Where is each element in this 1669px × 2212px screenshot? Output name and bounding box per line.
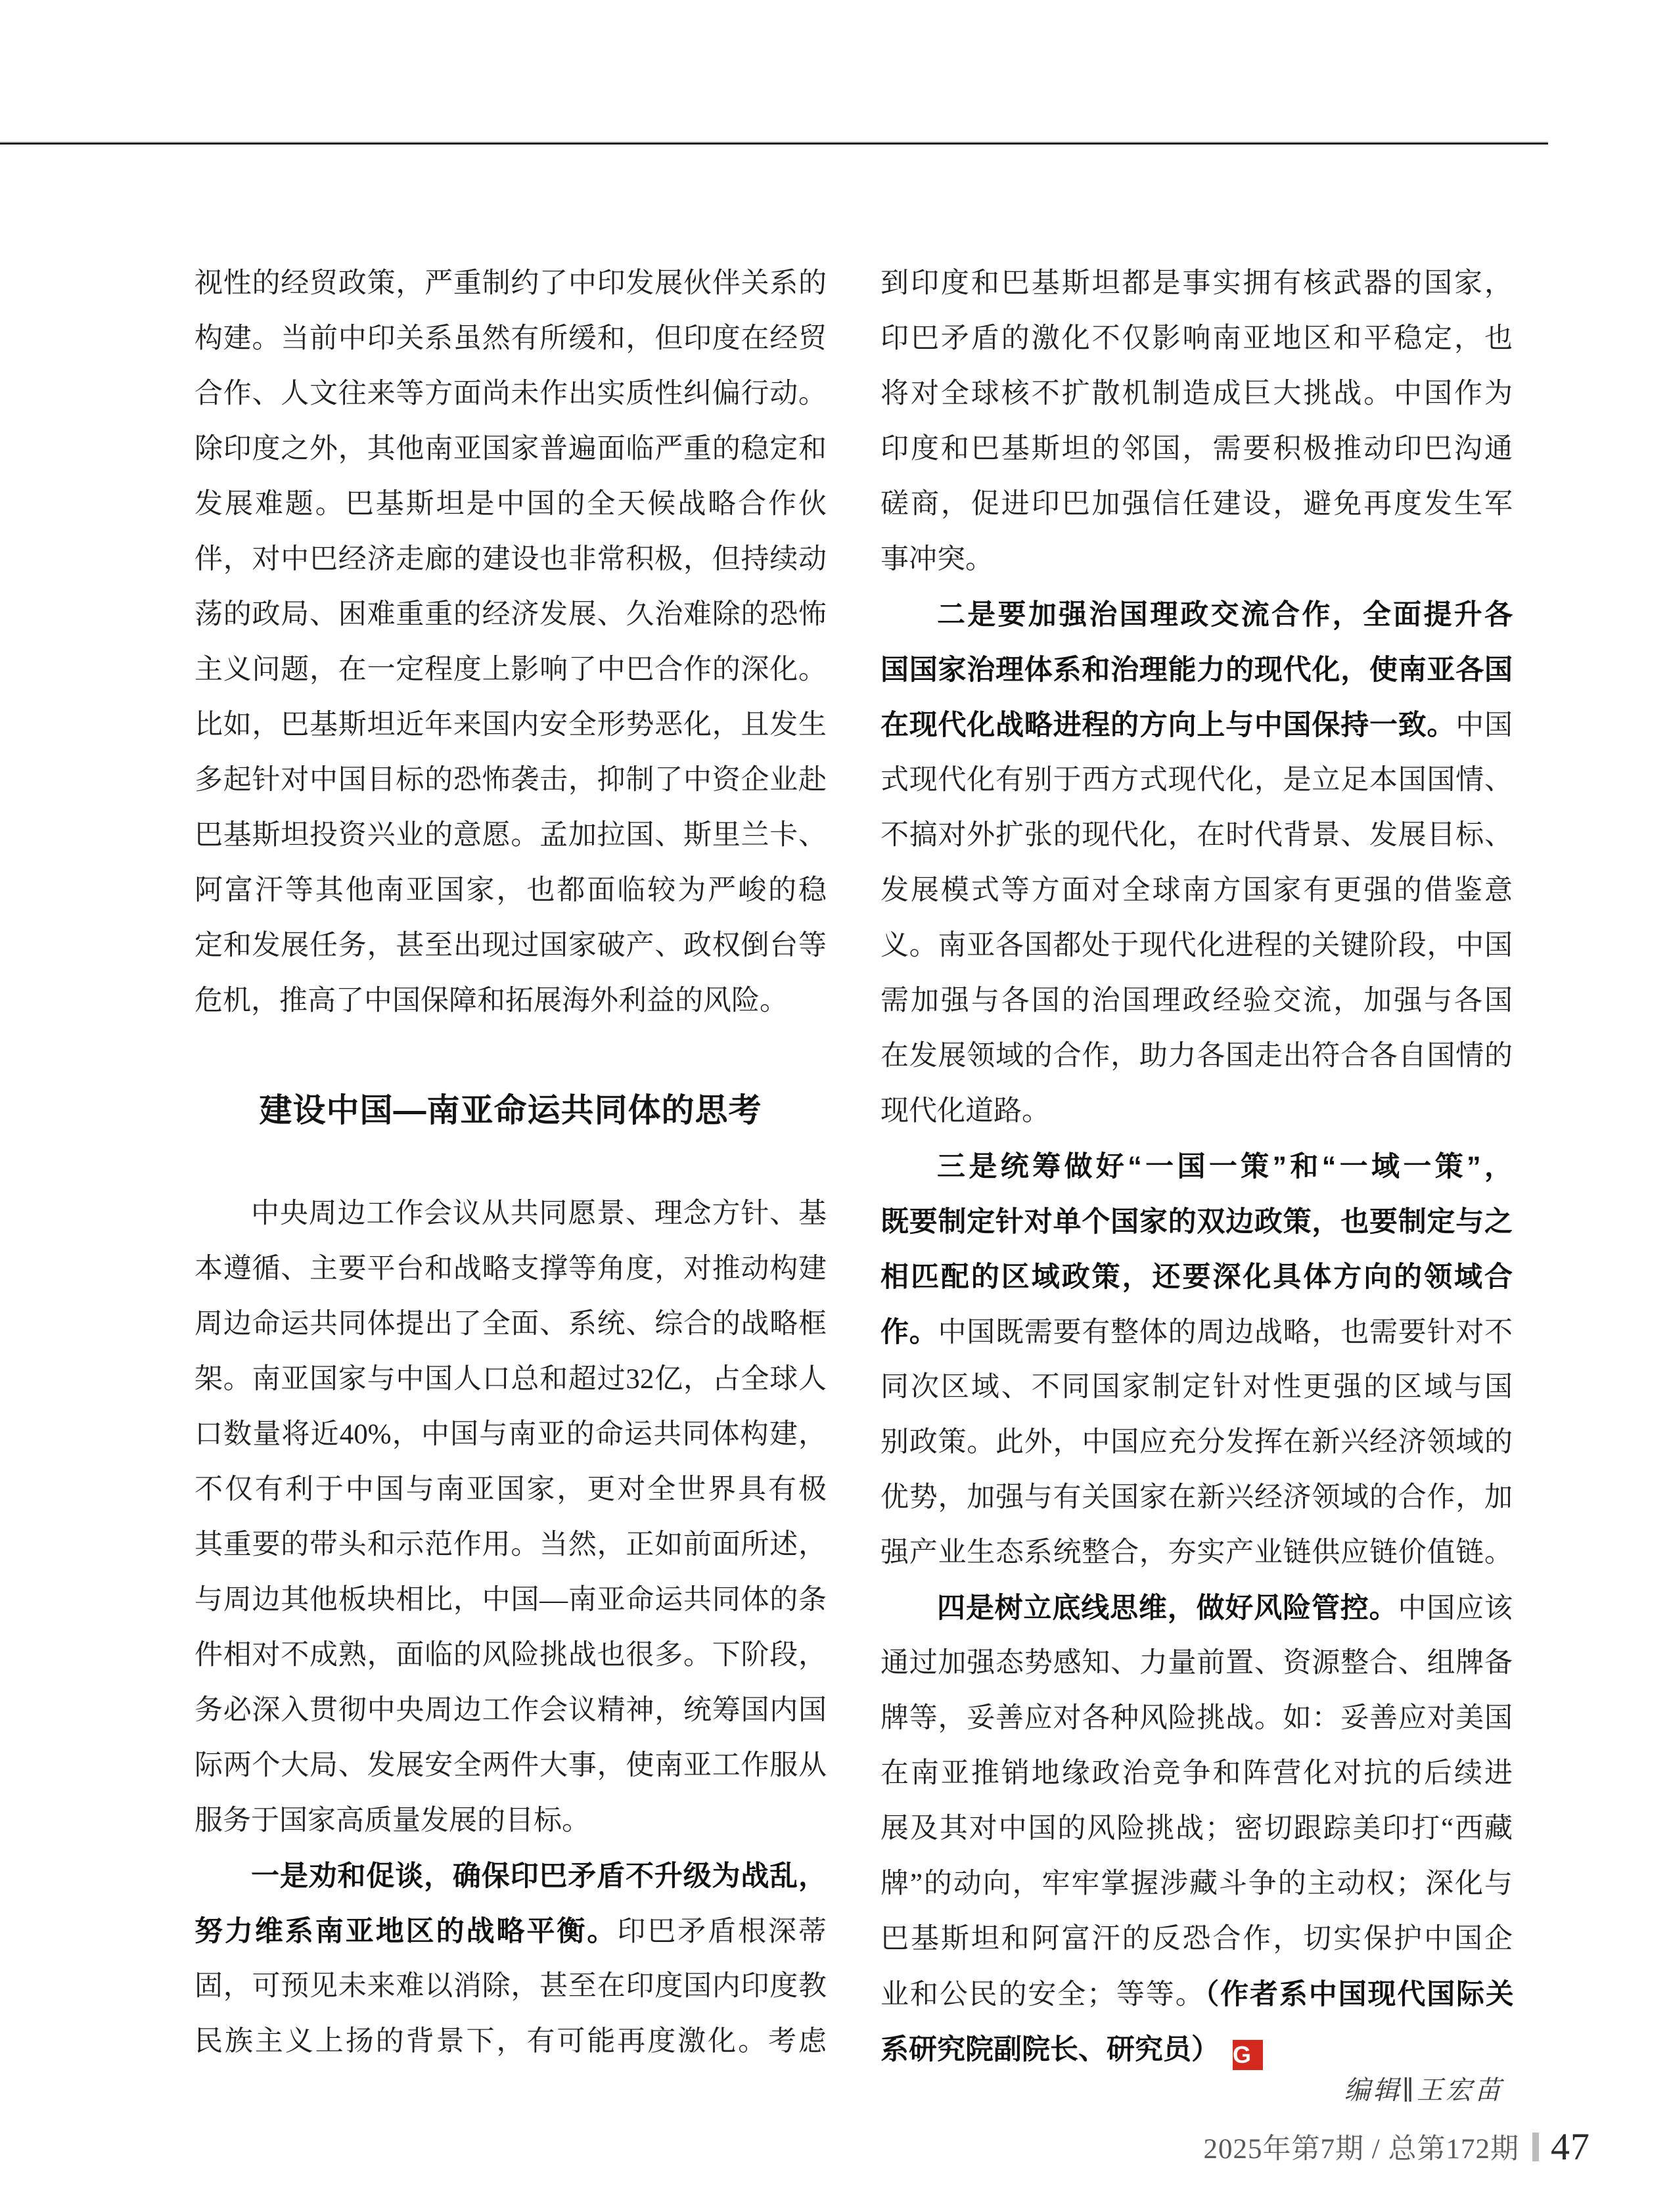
text-segment: 牌”的动向，牢牢掌握涉藏斗争的主动权；深化与 bbox=[880, 1868, 1513, 1899]
text-segment: 努力维系南亚地区的战略平衡。 bbox=[194, 1916, 618, 1947]
text-segment: 一是劝和促谈，确保印巴矛盾不升级为战乱， bbox=[251, 1861, 827, 1892]
text-line bbox=[194, 1573, 827, 1628]
text-segment: 构建。当前中印关系虽然有所缓和，但印度在经贸 bbox=[194, 323, 827, 354]
text-line bbox=[194, 918, 827, 974]
text-segment: 定和发展任务，甚至出现过国家破产、政权倒台等 bbox=[194, 930, 827, 961]
text-segment: 作。 bbox=[880, 1317, 938, 1348]
editor-credit: 编辑∥王宏苗 bbox=[1344, 2075, 1503, 2105]
text-line bbox=[880, 1857, 1513, 1912]
text-line bbox=[880, 1636, 1513, 1691]
text-line bbox=[880, 1912, 1513, 1967]
text-segment: 务必深入贯彻中央周边工作会议精神，统筹国内国 bbox=[194, 1695, 827, 1726]
text-line bbox=[194, 698, 827, 753]
text-segment: 危机，推高了中国保障和拓展海外利益的风险。 bbox=[194, 985, 788, 1016]
text-segment: 将对全球核不扩散机制造成巨大挑战。中国作为 bbox=[880, 378, 1513, 409]
text-segment: 印度和巴基斯坦的邻国，需要积极推动印巴沟通 bbox=[880, 434, 1513, 464]
text-line bbox=[194, 256, 827, 311]
text-segment: 视性的经贸政策，严重制约了中印发展伙伴关系的 bbox=[194, 268, 827, 299]
text-line bbox=[880, 863, 1513, 918]
text-segment: 口数量将近40%，中国与南亚的命运共同体构建， bbox=[194, 1419, 827, 1450]
text-line bbox=[880, 1746, 1513, 1801]
text-line bbox=[194, 1904, 827, 1959]
text-line bbox=[880, 1967, 1513, 2022]
text-segment: 主义问题，在一定程度上影响了中巴合作的深化。 bbox=[194, 654, 827, 685]
text-line bbox=[880, 532, 1513, 587]
article-end-mark: G bbox=[1233, 2040, 1263, 2070]
text-line bbox=[194, 2014, 827, 2069]
text-line bbox=[194, 311, 827, 367]
text-segment: 二是要加强治国理政交流合作，全面提升各 bbox=[937, 599, 1513, 631]
text-segment: 需加强与各国的治国理政经验交流，加强与各国 bbox=[880, 985, 1513, 1016]
text-line bbox=[880, 1470, 1513, 1525]
text-segment: 牌等，妥善应对各种风险挑战。如：妥善应对美国 bbox=[880, 1703, 1513, 1734]
text-line bbox=[194, 1683, 827, 1738]
text-line bbox=[880, 367, 1513, 422]
text-segment: 固，可预见未来难以消除，甚至在印度国内印度教 bbox=[194, 1971, 827, 2002]
text-line bbox=[880, 1801, 1513, 1857]
text-segment: 优势，加强与有关国家在新兴经济领域的合作，加 bbox=[880, 1482, 1513, 1513]
text-line bbox=[880, 698, 1513, 753]
text-segment: 际两个大局、发展安全两件大事，使南亚工作服从 bbox=[194, 1750, 827, 1781]
text-line bbox=[880, 477, 1513, 532]
text-line bbox=[194, 1462, 827, 1518]
text-segment: 中国应该 bbox=[1398, 1593, 1513, 1624]
section-heading: 建设中国—南亚命运共同体的思考 bbox=[259, 1092, 762, 1129]
text-line bbox=[194, 422, 827, 477]
text-segment: 在发展领域的合作，助力各国走出符合各自国情的 bbox=[880, 1041, 1513, 1072]
text-segment: 业和公民的安全；等等。 bbox=[880, 1979, 1205, 2010]
text-segment: 现代化道路。 bbox=[880, 1096, 1050, 1127]
text-line bbox=[880, 643, 1513, 698]
text-segment: 既要制定针对单个国家的双边政策，也要制定与之 bbox=[880, 1206, 1513, 1238]
text-line bbox=[194, 1407, 827, 1462]
text-line bbox=[880, 1691, 1513, 1746]
text-segment: 合作、人文往来等方面尚未作出实质性纠偏行动。 bbox=[194, 378, 827, 409]
text-line bbox=[194, 643, 827, 698]
page-number: 47 bbox=[1551, 2125, 1590, 2168]
text-line bbox=[194, 974, 827, 1029]
text-segment: 伴，对中巴经济走廊的建设也非常积极，但持续动 bbox=[194, 544, 827, 575]
text-line bbox=[194, 1849, 827, 1904]
text-segment: 中央周边工作会议从共同愿景、理念方针、基 bbox=[251, 1198, 827, 1229]
text-segment: 系研究院副院长、研究员） bbox=[880, 2034, 1220, 2065]
text-segment: 中国既需要有整体的周边战略，也需要针对不 bbox=[938, 1317, 1513, 1348]
text-line bbox=[880, 1084, 1513, 1139]
text-segment: 到印度和巴基斯坦都是事实拥有核武器的国家， bbox=[880, 268, 1513, 299]
text-segment: 式现代化有别于西方式现代化，是立足本国国情、 bbox=[880, 765, 1513, 796]
text-segment: 磋商，促进印巴加强信任建设，避免再度发生军 bbox=[880, 489, 1513, 520]
text-segment: 三是统筹做好“一国一策”和“一域一策”， bbox=[937, 1151, 1513, 1183]
text-segment: 别政策。此外，中国应充分发挥在新兴经济领域的 bbox=[880, 1427, 1513, 1458]
text-line bbox=[880, 1139, 1513, 1194]
text-line bbox=[194, 808, 827, 863]
text-line bbox=[194, 1738, 827, 1794]
text-line bbox=[880, 974, 1513, 1029]
text-line bbox=[880, 1581, 1513, 1636]
text-segment: 义。南亚各国都处于现代化进程的关键阶段，中国 bbox=[880, 930, 1513, 961]
text-line bbox=[194, 1518, 827, 1573]
text-segment: 巴基斯坦和阿富汗的反恐合作，切实保护中国企 bbox=[880, 1924, 1513, 1954]
text-segment: 印巴矛盾的激化不仅影响南亚地区和平稳定，也 bbox=[880, 323, 1513, 354]
text-line bbox=[880, 1194, 1513, 1250]
text-segment: 除印度之外，其他南亚国家普遍面临严重的稳定和 bbox=[194, 434, 827, 464]
right-column bbox=[880, 256, 1513, 2077]
text-segment: 民族主义上扬的背景下，有可能再度激化。考虑 bbox=[194, 2026, 827, 2057]
text-segment: 发展模式等方面对全球南方国家有更强的借鉴意 bbox=[880, 875, 1513, 906]
text-line bbox=[194, 1352, 827, 1407]
text-line bbox=[194, 587, 827, 643]
text-segment: 不仅有利于中国与南亚国家，更对全世界具有极 bbox=[194, 1474, 827, 1505]
footer-divider bbox=[1532, 2133, 1539, 2161]
text-line bbox=[880, 1360, 1513, 1415]
text-line bbox=[880, 422, 1513, 477]
text-segment: 荡的政局、困难重重的经济发展、久治难除的恐怖 bbox=[194, 599, 827, 630]
text-line bbox=[194, 532, 827, 587]
issue-info: 2025年第7期 / 总第172期 bbox=[1203, 2134, 1519, 2165]
text-line bbox=[194, 1242, 827, 1297]
text-line bbox=[880, 1250, 1513, 1305]
text-segment: 阿富汗等其他南亚国家，也都面临较为严峻的稳 bbox=[194, 875, 827, 906]
text-segment: 本遵循、主要平台和战略支撑等角度，对推动构建 bbox=[194, 1253, 827, 1284]
text-line bbox=[880, 753, 1513, 808]
text-segment: 与周边其他板块相比，中国—南亚命运共同体的条 bbox=[194, 1585, 827, 1615]
text-line bbox=[194, 1959, 827, 2014]
text-segment: 印巴矛盾根深蒂 bbox=[617, 1916, 827, 1947]
text-segment: 其重要的带头和示范作用。当然，正如前面所述， bbox=[194, 1529, 827, 1560]
text-line bbox=[194, 367, 827, 422]
text-segment: 强产业生态系统整合，夯实产业链供应链价值链。 bbox=[880, 1537, 1513, 1568]
text-line bbox=[194, 863, 827, 918]
text-segment: 事冲突。 bbox=[880, 544, 994, 575]
text-segment: 周边命运共同体提出了全面、系统、综合的战略框 bbox=[194, 1309, 827, 1340]
text-line bbox=[880, 256, 1513, 311]
text-segment: 比如，巴基斯坦近年来国内安全形势恶化，且发生 bbox=[194, 710, 827, 740]
top-rule bbox=[0, 141, 1548, 145]
text-segment: 发展难题。巴基斯坦是中国的全天候战略合作伙 bbox=[194, 489, 827, 520]
text-segment: 同次区域、不同国家制定针对性更强的区域与国 bbox=[880, 1372, 1513, 1403]
text-line bbox=[880, 1305, 1513, 1360]
text-line bbox=[194, 1628, 827, 1683]
text-line bbox=[880, 1525, 1513, 1581]
text-segment: 国国家治理体系和治理能力的现代化，使南亚各国 bbox=[880, 654, 1513, 686]
text-line bbox=[194, 753, 827, 808]
text-segment: 通过加强态势感知、力量前置、资源整合、组牌备 bbox=[880, 1648, 1513, 1679]
text-line bbox=[880, 808, 1513, 863]
text-segment: 不搞对外扩张的现代化，在时代背景、发展目标、 bbox=[880, 820, 1513, 851]
text-segment: 四是树立底线思维，做好风险管控。 bbox=[937, 1592, 1398, 1624]
text-segment: 展及其对中国的风险挑战；密切跟踪美印打“西藏 bbox=[880, 1813, 1513, 1844]
text-segment: 件相对不成熟，面临的风险挑战也很多。下阶段， bbox=[194, 1640, 827, 1671]
text-segment: 相匹配的区域政策，还要深化具体方向的领域合 bbox=[880, 1261, 1513, 1293]
text-segment: 中国 bbox=[1455, 710, 1513, 741]
text-line bbox=[880, 918, 1513, 974]
text-segment: 在南亚推销地缘政治竞争和阵营化对抗的后续进 bbox=[880, 1758, 1513, 1789]
text-segment: （作者系中国现代国际关 bbox=[1204, 1979, 1513, 2010]
text-line bbox=[880, 1415, 1513, 1470]
text-segment: 服务于国家高质量发展的目标。 bbox=[194, 1805, 590, 1836]
text-line bbox=[194, 1297, 827, 1352]
text-line bbox=[880, 587, 1513, 643]
text-line bbox=[880, 1029, 1513, 1084]
page-footer bbox=[1204, 2125, 1590, 2169]
text-segment: 巴基斯坦投资兴业的意愿。孟加拉国、斯里兰卡、 bbox=[194, 820, 827, 851]
text-segment: 架。南亚国家与中国人口总和超过32亿，占全球人 bbox=[194, 1364, 827, 1395]
text-line bbox=[194, 1186, 827, 1242]
left-column bbox=[194, 256, 827, 2069]
text-line bbox=[880, 311, 1513, 367]
text-segment: 在现代化战略进程的方向上与中国保持一致。 bbox=[880, 710, 1456, 741]
text-line bbox=[194, 1794, 827, 1849]
text-segment: 多起针对中国目标的恐怖袭击，抑制了中资企业赴 bbox=[194, 765, 827, 796]
text-line bbox=[194, 477, 827, 532]
